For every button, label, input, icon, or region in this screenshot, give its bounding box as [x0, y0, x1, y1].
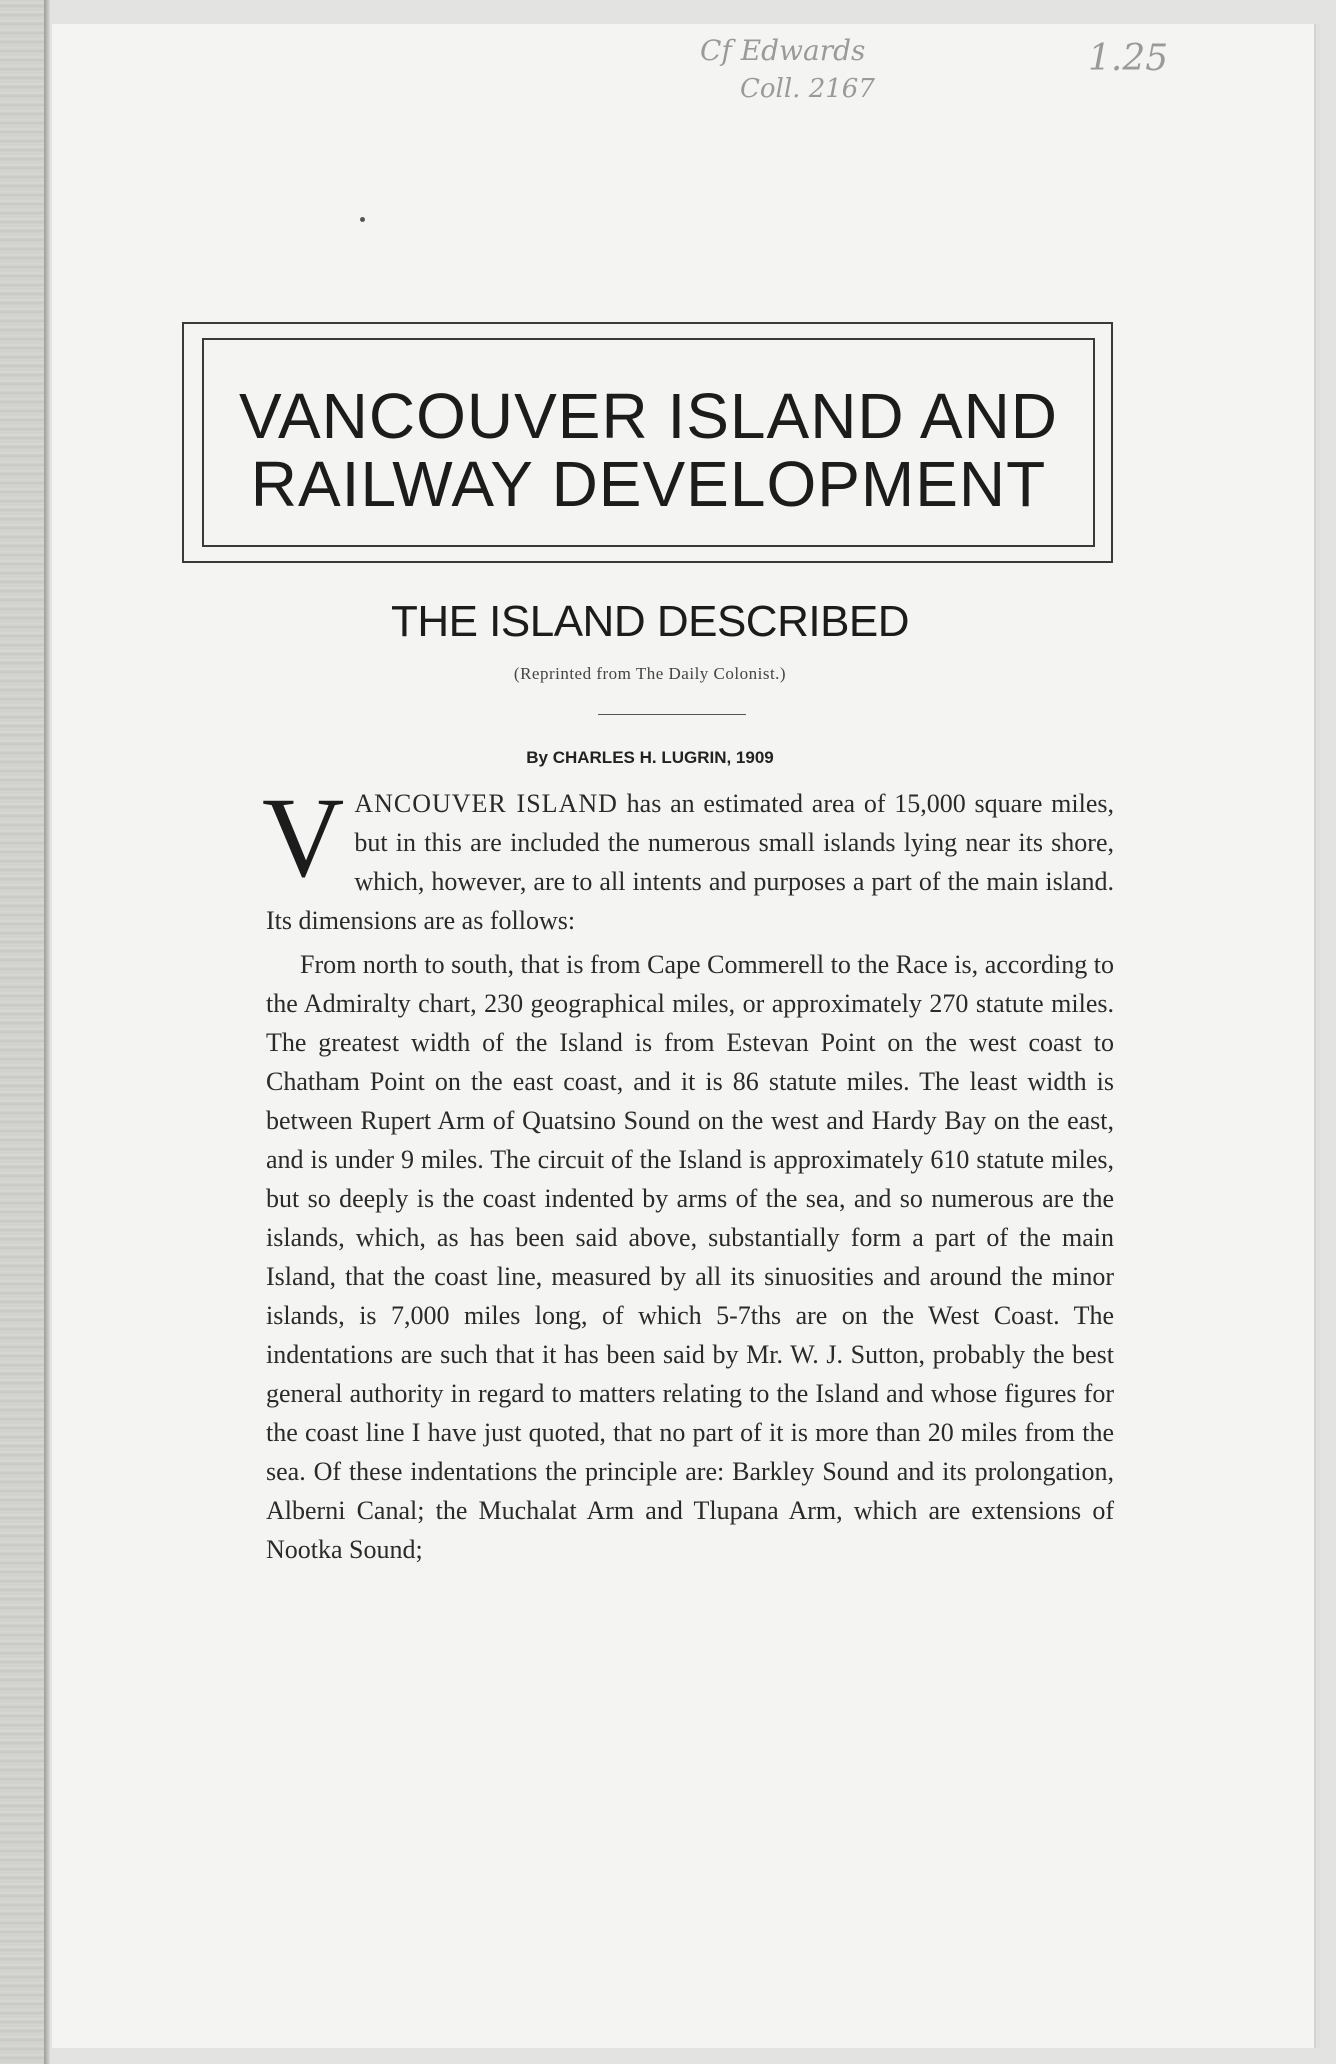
book-binding-edge: [0, 0, 46, 2064]
paragraph-2: From north to south, that is from Cape Commerell to the Race is, according to the Admiralty chart, 230 geographical miles, or approximately 270 statute miles. The greatest width of the Island is from Estevan Point on the west coast to Chatham Point on the east coast, and it is 86 statute miles. The least width is between Rupert Arm of Quatsino Sound on the west and Hardy Bay on the east, and is under 9 miles. The circuit of the Island is approximately 610 statute miles, but so deeply is the coast indented by arms of the sea, and so numerous are the islands, which, as has been said above, substantially form a part of the main Island, that the coast line, measured by all its sinuosities and around the minor islands, is 7,000 miles long, of which 5-7ths are on the West Coast. The indentations are such that it has been said by Mr. W. J. Sutton, probably the best general authority in regard to matters relating to the Island and whose figures for the coast line I have just quoted, that no part of it is more than 20 miles from the sea. Of these indentations the principle are: Barkley Sound and its prolongation, Alberni Canal; the Muchalat Arm and Tlupana Arm, which are extensions of Nootka Sound;: [266, 950, 1114, 1564]
main-title-line-1: VANCOUVER ISLAND AND: [239, 380, 1058, 452]
section-subtitle: THE ISLAND DESCRIBED: [390, 597, 910, 646]
author-byline: By CHARLES H. LUGRIN, 1909: [526, 748, 774, 767]
handwritten-note-line-1: Cf Edwards: [700, 34, 866, 67]
drop-cap: V: [262, 774, 345, 901]
paragraph-1-text: has an estimated area of 15,000 square miles, but in this are included the numerous small islands lying near its shore, which, however, are to all intents and purposes a part of the main island. Its dimensions are as follows:: [266, 789, 1115, 935]
article-body: [262, 774, 1115, 1574]
binding-shadow: [44, 0, 50, 2064]
paragraph-1: [262, 774, 1115, 940]
ink-speck: [360, 217, 365, 222]
main-title: [202, 382, 1095, 518]
lead-in-small-caps: ANCOUVER ISLAND: [354, 789, 618, 818]
main-title-line-2: RAILWAY DEVELOPMENT: [250, 448, 1047, 520]
divider-rule: [598, 714, 746, 715]
handwritten-price: 1.25: [1088, 38, 1169, 79]
handwritten-note-line-2: Coll. 2167: [740, 74, 875, 104]
reprint-note: (Reprinted from The Daily Colonist.): [513, 664, 787, 683]
